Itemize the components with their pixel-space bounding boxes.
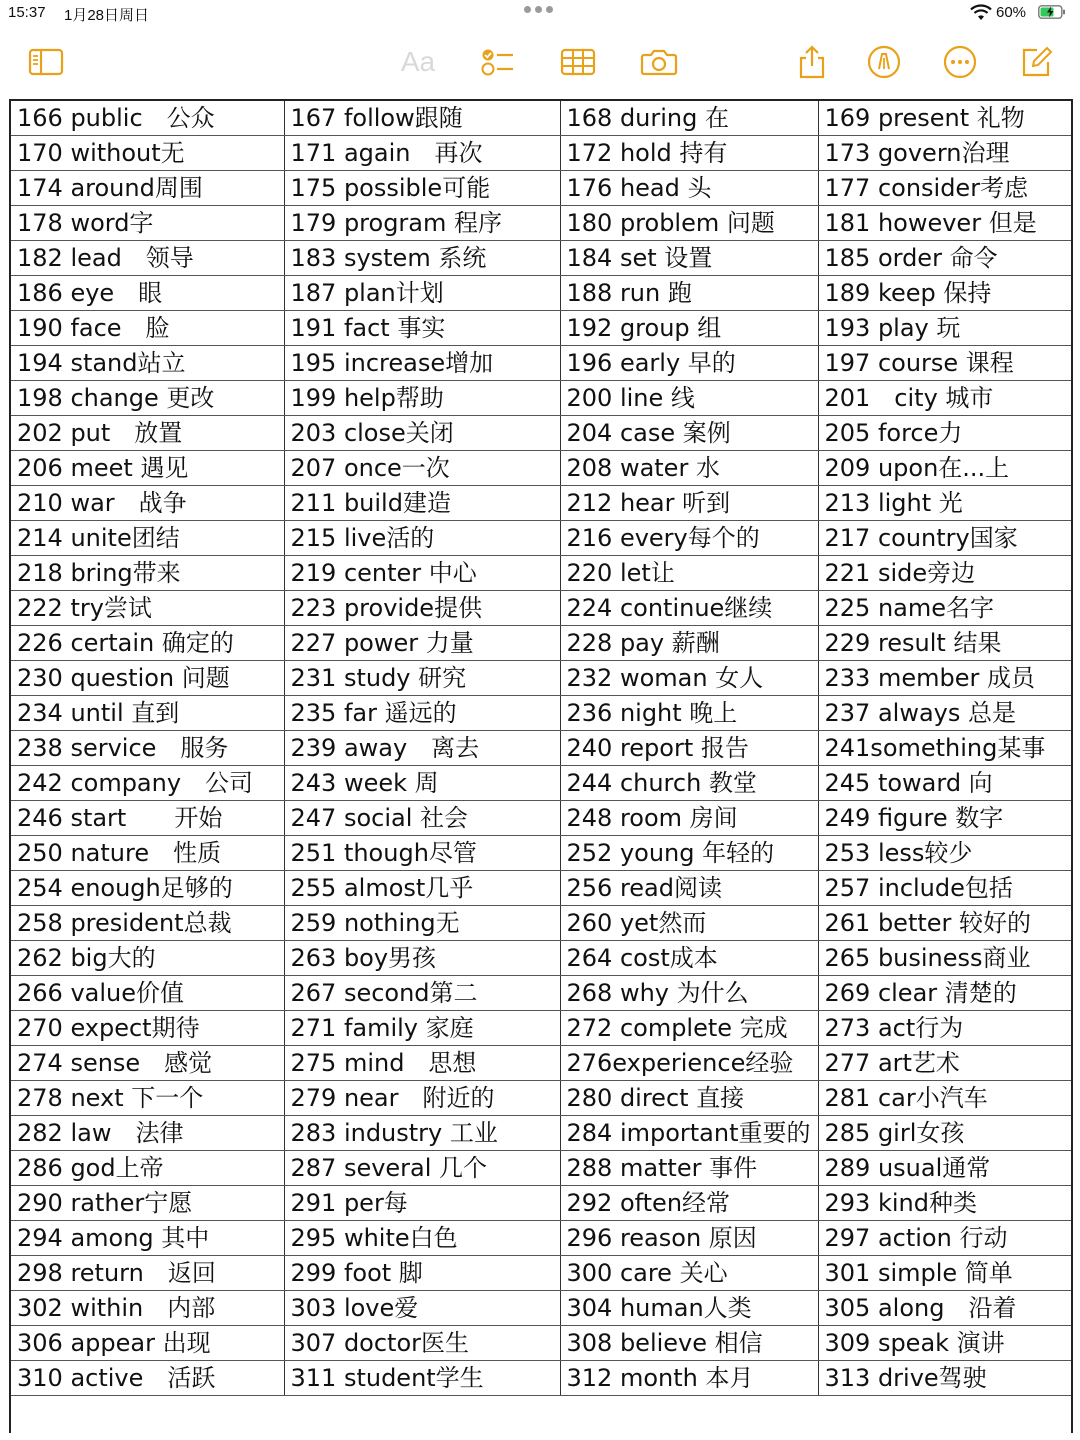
vocab-cell[interactable]: 313 drive驾驶: [818, 1361, 1071, 1396]
compose-button[interactable]: [1016, 42, 1056, 82]
vocab-cell[interactable]: 275 mind 思想: [284, 1046, 560, 1081]
text-format-button[interactable]: [398, 42, 438, 82]
table-row: [11, 626, 1071, 661]
vocab-cell[interactable]: 302 within 内部: [11, 1291, 284, 1326]
vocab-cell[interactable]: 233 member 成员: [818, 661, 1071, 696]
battery-percent: 60%: [996, 4, 1027, 21]
table-row: [11, 451, 1071, 486]
vocab-cell[interactable]: 245 toward 向: [818, 766, 1071, 801]
vocab-cell[interactable]: 178 word字: [11, 206, 284, 241]
vocab-cell[interactable]: 183 system 系统: [284, 241, 560, 276]
markup-icon: [867, 45, 901, 79]
vocab-cell[interactable]: 213 light 光: [818, 486, 1071, 521]
table-row: [11, 1361, 1071, 1396]
vocab-cell[interactable]: 270 expect期待: [11, 1011, 284, 1046]
vocab-cell[interactable]: 204 case 案例: [560, 416, 818, 451]
vocab-cell[interactable]: 311 student学生: [284, 1361, 560, 1396]
vocab-cell[interactable]: 252 young 年轻的: [560, 836, 818, 871]
vocab-cell[interactable]: 253 less较少: [818, 836, 1071, 871]
table-row: [11, 486, 1071, 521]
vocab-cell[interactable]: 230 question 问题: [11, 661, 284, 696]
table-row: [11, 976, 1071, 1011]
vocab-cell[interactable]: 267 second第二: [284, 976, 560, 1011]
vocab-cell[interactable]: 303 love爱: [284, 1291, 560, 1326]
checklist-icon: [480, 46, 516, 78]
table-row: [11, 521, 1071, 556]
vocab-cell[interactable]: 238 service 服务: [11, 731, 284, 766]
vocab-cell[interactable]: 268 why 为什么: [560, 976, 818, 1011]
vocab-cell[interactable]: 280 direct 直接: [560, 1081, 818, 1116]
vocab-cell[interactable]: 186 eye 眼: [11, 276, 284, 311]
table-row: [11, 1116, 1071, 1151]
vocab-cell[interactable]: 182 lead 领导: [11, 241, 284, 276]
vocab-cell[interactable]: 216 every每个的: [560, 521, 818, 556]
vocab-cell[interactable]: 208 water 水: [560, 451, 818, 486]
vocab-cell[interactable]: 279 near 附近的: [284, 1081, 560, 1116]
status-date: 1月28日周日: [64, 7, 150, 24]
vocab-cell[interactable]: 283 industry 工业: [284, 1116, 560, 1151]
vocab-cell[interactable]: 223 provide提供: [284, 591, 560, 626]
vocab-cell[interactable]: 309 speak 演讲: [818, 1326, 1071, 1361]
vocab-cell[interactable]: 187 plan计划: [284, 276, 560, 311]
table-button[interactable]: [558, 42, 598, 82]
vocab-cell[interactable]: 206 meet 遇见: [11, 451, 284, 486]
table-row: [11, 1151, 1071, 1186]
table-row: [11, 206, 1071, 241]
vocab-cell[interactable]: 224 continue继续: [560, 591, 818, 626]
checklist-button[interactable]: [478, 42, 518, 82]
vocab-cell[interactable]: 300 care 关心: [560, 1256, 818, 1291]
table-row: [11, 556, 1071, 591]
vocab-cell[interactable]: 287 several 几个: [284, 1151, 560, 1186]
table-row: [11, 906, 1071, 941]
vocab-cell[interactable]: 171 again 再次: [284, 136, 560, 171]
vocab-cell[interactable]: 234 until 直到: [11, 696, 284, 731]
vocab-cell[interactable]: 299 foot 脚: [284, 1256, 560, 1291]
table-row: [11, 1011, 1071, 1046]
vocab-cell[interactable]: 260 yet然而: [560, 906, 818, 941]
vocab-cell[interactable]: 220 let让: [560, 556, 818, 591]
vocab-cell[interactable]: 199 help帮助: [284, 381, 560, 416]
table-row: [11, 1256, 1071, 1291]
vocab-cell[interactable]: 240 report 报告: [560, 731, 818, 766]
vocab-cell[interactable]: 312 month 本月: [560, 1361, 818, 1396]
table-row: [11, 1186, 1071, 1221]
vocab-cell[interactable]: 288 matter 事件: [560, 1151, 818, 1186]
status-time: 15:37: [8, 4, 46, 21]
vocab-cell[interactable]: 278 next 下一个: [11, 1081, 284, 1116]
vocabulary-table[interactable]: [11, 101, 1071, 1396]
vocab-cell[interactable]: 227 power 力量: [284, 626, 560, 661]
vocab-cell[interactable]: 218 bring带来: [11, 556, 284, 591]
vocab-cell[interactable]: 248 room 房间: [560, 801, 818, 836]
vocab-cell[interactable]: 263 boy男孩: [284, 941, 560, 976]
vocab-cell[interactable]: 273 act行为: [818, 1011, 1071, 1046]
vocab-cell[interactable]: 202 put 放置: [11, 416, 284, 451]
vocab-cell[interactable]: 289 usual通常: [818, 1151, 1071, 1186]
vocab-cell[interactable]: 269 clear 清楚的: [818, 976, 1071, 1011]
status-bar: [0, 0, 1080, 26]
markup-button[interactable]: [864, 42, 904, 82]
table-row: [11, 696, 1071, 731]
vocab-cell[interactable]: 251 though尽管: [284, 836, 560, 871]
text-format-icon: Aa: [400, 46, 436, 77]
vocab-cell[interactable]: 228 pay 薪酬: [560, 626, 818, 661]
note-content[interactable]: [9, 99, 1073, 1433]
compose-icon: [1019, 45, 1053, 79]
vocab-cell[interactable]: 265 business商业: [818, 941, 1071, 976]
vocab-cell[interactable]: 211 build建造: [284, 486, 560, 521]
vocab-cell[interactable]: 177 consider考虑: [818, 171, 1071, 206]
vocab-cell[interactable]: 215 live活的: [284, 521, 560, 556]
table-row: [11, 836, 1071, 871]
table-row: [11, 101, 1071, 136]
vocab-cell[interactable]: 310 active 活跃: [11, 1361, 284, 1396]
more-button[interactable]: [940, 42, 980, 82]
vocab-cell[interactable]: 301 simple 简单: [818, 1256, 1071, 1291]
vocab-cell[interactable]: 222 try尝试: [11, 591, 284, 626]
vocab-cell[interactable]: 212 hear 听到: [560, 486, 818, 521]
table-row: [11, 171, 1071, 206]
vocab-cell[interactable]: 167 follow跟随: [284, 101, 560, 136]
vocab-cell[interactable]: 249 figure 数字: [818, 801, 1071, 836]
wifi-icon: [970, 4, 992, 22]
vocab-cell[interactable]: 195 increase增加: [284, 346, 560, 381]
vocab-cell[interactable]: 217 country国家: [818, 521, 1071, 556]
vocab-cell[interactable]: 306 appear 出现: [11, 1326, 284, 1361]
vocab-cell[interactable]: 200 line 线: [560, 381, 818, 416]
notes-toolbar: [0, 30, 1080, 92]
sidebar-icon: [28, 47, 64, 77]
sidebar-toggle-button[interactable]: [26, 42, 66, 82]
vocab-cell[interactable]: 257 include包括: [818, 871, 1071, 906]
vocab-cell[interactable]: 308 believe 相信: [560, 1326, 818, 1361]
table-row: [11, 311, 1071, 346]
vocab-cell[interactable]: 219 center 中心: [284, 556, 560, 591]
vocab-cell[interactable]: 246 start 开始: [11, 801, 284, 836]
vocab-cell[interactable]: 254 enough足够的: [11, 871, 284, 906]
vocab-cell[interactable]: 191 fact 事实: [284, 311, 560, 346]
vocab-cell[interactable]: 256 read阅读: [560, 871, 818, 906]
vocab-cell[interactable]: 193 play 玩: [818, 311, 1071, 346]
table-row: [11, 241, 1071, 276]
vocab-cell[interactable]: 201 city 城市: [818, 381, 1071, 416]
table-row: [11, 416, 1071, 451]
vocab-cell[interactable]: 243 week 周: [284, 766, 560, 801]
vocab-cell[interactable]: 184 set 设置: [560, 241, 818, 276]
share-button[interactable]: [792, 42, 832, 82]
vocab-cell[interactable]: 247 social 社会: [284, 801, 560, 836]
vocab-cell[interactable]: 173 govern治理: [818, 136, 1071, 171]
vocab-cell[interactable]: 277 art艺术: [818, 1046, 1071, 1081]
vocab-cell[interactable]: 274 sense 感觉: [11, 1046, 284, 1081]
vocab-cell[interactable]: 190 face 脸: [11, 311, 284, 346]
table-row: [11, 941, 1071, 976]
table-icon: [560, 47, 596, 77]
vocab-cell[interactable]: 225 name名字: [818, 591, 1071, 626]
vocab-cell[interactable]: 214 unite团结: [11, 521, 284, 556]
vocab-cell[interactable]: 194 stand站立: [11, 346, 284, 381]
vocab-cell[interactable]: 292 often经常: [560, 1186, 818, 1221]
vocab-cell[interactable]: 221 side旁边: [818, 556, 1071, 591]
table-row: [11, 1081, 1071, 1116]
share-icon: [797, 44, 827, 80]
vocab-cell[interactable]: 284 important重要的: [560, 1116, 818, 1151]
table-row: [11, 661, 1071, 696]
vocab-cell[interactable]: 172 hold 持有: [560, 136, 818, 171]
table-row: [11, 1221, 1071, 1256]
vocab-cell[interactable]: 174 around周围: [11, 171, 284, 206]
vocab-cell[interactable]: 207 once一次: [284, 451, 560, 486]
vocab-cell[interactable]: 197 course 课程: [818, 346, 1071, 381]
vocab-cell[interactable]: 226 certain 确定的: [11, 626, 284, 661]
vocab-cell[interactable]: 290 rather宁愿: [11, 1186, 284, 1221]
vocab-cell[interactable]: 176 head 头: [560, 171, 818, 206]
table-row: [11, 136, 1071, 171]
vocab-cell[interactable]: 282 law 法律: [11, 1116, 284, 1151]
vocab-cell[interactable]: 293 kind种类: [818, 1186, 1071, 1221]
vocab-cell[interactable]: 185 order 命令: [818, 241, 1071, 276]
vocab-cell[interactable]: 272 complete 完成: [560, 1011, 818, 1046]
vocab-cell[interactable]: 297 action 行动: [818, 1221, 1071, 1256]
vocab-cell[interactable]: 168 during 在: [560, 101, 818, 136]
vocab-cell[interactable]: 266 value价值: [11, 976, 284, 1011]
vocab-cell[interactable]: 307 doctor医生: [284, 1326, 560, 1361]
table-row: [11, 801, 1071, 836]
vocab-cell[interactable]: 250 nature 性质: [11, 836, 284, 871]
table-row: [11, 1291, 1071, 1326]
vocab-cell[interactable]: 285 girl女孩: [818, 1116, 1071, 1151]
vocab-cell[interactable]: 281 car小汽车: [818, 1081, 1071, 1116]
vocab-cell[interactable]: 244 church 教堂: [560, 766, 818, 801]
vocab-cell[interactable]: 231 study 研究: [284, 661, 560, 696]
vocab-cell[interactable]: 196 early 早的: [560, 346, 818, 381]
vocab-cell[interactable]: 198 change 更改: [11, 381, 284, 416]
camera-button[interactable]: [639, 42, 679, 82]
vocab-cell[interactable]: 239 away 离去: [284, 731, 560, 766]
more-icon: [943, 45, 977, 79]
vocab-cell[interactable]: 237 always 总是: [818, 696, 1071, 731]
vocab-cell[interactable]: 286 god上帝: [11, 1151, 284, 1186]
vocab-cell[interactable]: 241something某事: [818, 731, 1071, 766]
vocab-cell[interactable]: 175 possible可能: [284, 171, 560, 206]
vocab-cell[interactable]: 170 without无: [11, 136, 284, 171]
vocab-cell[interactable]: 261 better 较好的: [818, 906, 1071, 941]
table-row: [11, 591, 1071, 626]
vocab-cell[interactable]: 203 close关闭: [284, 416, 560, 451]
table-row: [11, 381, 1071, 416]
vocab-cell[interactable]: 189 keep 保持: [818, 276, 1071, 311]
vocab-cell[interactable]: 232 woman 女人: [560, 661, 818, 696]
vocab-cell[interactable]: 229 result 结果: [818, 626, 1071, 661]
vocab-cell[interactable]: 181 however 但是: [818, 206, 1071, 241]
vocab-cell[interactable]: 166 public 公众: [11, 101, 284, 136]
vocab-cell[interactable]: 291 per每: [284, 1186, 560, 1221]
vocab-cell[interactable]: 294 among 其中: [11, 1221, 284, 1256]
vocab-cell[interactable]: 295 white白色: [284, 1221, 560, 1256]
vocab-cell[interactable]: 262 big大的: [11, 941, 284, 976]
vocab-cell[interactable]: 298 return 返回: [11, 1256, 284, 1291]
table-row: [11, 871, 1071, 906]
table-row: [11, 1046, 1071, 1081]
table-row: [11, 731, 1071, 766]
vocab-cell[interactable]: 180 problem 问题: [560, 206, 818, 241]
table-row: [11, 276, 1071, 311]
multitasking-dots-icon[interactable]: [524, 6, 556, 16]
table-row: [11, 346, 1071, 381]
vocab-cell[interactable]: 255 almost几乎: [284, 871, 560, 906]
vocab-cell[interactable]: 179 program 程序: [284, 206, 560, 241]
vocab-cell[interactable]: 305 along 沿着: [818, 1291, 1071, 1326]
vocab-cell[interactable]: 259 nothing无: [284, 906, 560, 941]
vocab-cell[interactable]: 304 human人类: [560, 1291, 818, 1326]
vocab-cell[interactable]: 264 cost成本: [560, 941, 818, 976]
vocab-cell[interactable]: 169 present 礼物: [818, 101, 1071, 136]
vocab-cell[interactable]: 271 family 家庭: [284, 1011, 560, 1046]
vocab-cell[interactable]: 188 run 跑: [560, 276, 818, 311]
vocab-cell[interactable]: 209 upon在...上: [818, 451, 1071, 486]
vocab-cell[interactable]: 276experience经验: [560, 1046, 818, 1081]
camera-icon: [640, 47, 678, 77]
vocab-cell[interactable]: 210 war 战争: [11, 486, 284, 521]
table-row: [11, 1326, 1071, 1361]
battery-charging-icon: [1038, 5, 1066, 19]
vocab-cell[interactable]: 205 force力: [818, 416, 1071, 451]
vocab-cell[interactable]: 235 far 遥远的: [284, 696, 560, 731]
vocab-cell[interactable]: 236 night 晚上: [560, 696, 818, 731]
vocab-cell[interactable]: 296 reason 原因: [560, 1221, 818, 1256]
vocab-cell[interactable]: 258 president总裁: [11, 906, 284, 941]
table-row: [11, 766, 1071, 801]
vocab-cell[interactable]: 242 company 公司: [11, 766, 284, 801]
vocab-cell[interactable]: 192 group 组: [560, 311, 818, 346]
